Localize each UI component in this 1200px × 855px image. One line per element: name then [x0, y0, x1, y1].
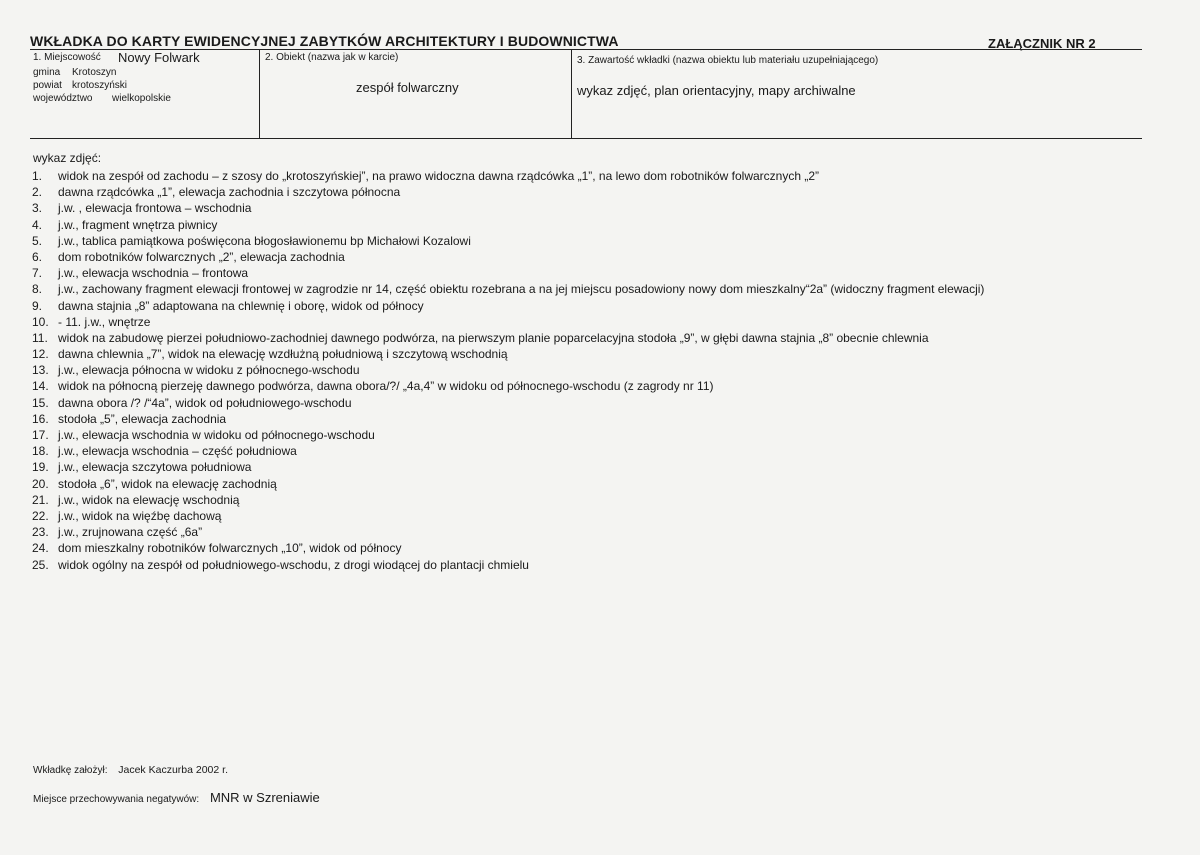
item-number: 16. [32, 411, 49, 426]
item-number: 15. [32, 395, 49, 410]
item-text: j.w., elewacja szczytowa południowa [58, 460, 252, 475]
item-number: 3. [32, 201, 43, 216]
gmina-value: Krotoszyn [72, 67, 117, 78]
item-text: dawna chlewnia „7”, widok na elewację wzdłużną południową i szczytową wschodnią [58, 347, 508, 362]
powiat-label: powiat [33, 80, 62, 91]
item-number: 5. [32, 233, 43, 248]
item-text: stodoła „5”, elewacja zachodnia [58, 411, 227, 426]
item-text: - 11. j.w., wnętrze [58, 314, 151, 329]
item-number: 1. [32, 169, 43, 183]
item-number: 6. [32, 249, 43, 264]
storage-label: Miejsce przechowywania negatywów: [33, 794, 200, 805]
item-number: 20. [32, 476, 49, 491]
item-text: j.w., widok na elewację wschodnią [58, 492, 240, 507]
item-number: 7. [32, 266, 43, 281]
item-text: dawna stajnia „8” adaptowana na chlewnię i oborę, widok od północy [58, 298, 424, 313]
item-number: 21. [32, 492, 49, 507]
item-text: dom mieszkalny robotników folwarcznych „10”, widok od północy [58, 541, 402, 556]
annex-number: ZAŁĄCZNIK NR 2 [988, 36, 1096, 51]
item-number: 18. [32, 444, 49, 459]
form-title: WKŁADKA DO KARTY EWIDENCYJNEJ ZABYTKÓW ARCHITEKTURY I BUDOWNICTWA [30, 33, 619, 49]
item-text: j.w., elewacja wschodnia – frontowa [58, 266, 249, 281]
item-text: widok na zabudowę pierzei południowo-zachodniej dawnego podwórza, na pierwszym planie poparcelacyjna stodoła „9”, w głębi dawna stajnia „8” obecnie chlewnia [58, 330, 929, 345]
item-text: j.w., zachowany fragment elewacji frontowej w zagrodzie nr 14, część obiektu rozebrana a na jej miejscu posadowiony nowy dom mieszkalny“2a” (widoczny fragment elewacji) [58, 282, 985, 297]
item-number: 13. [32, 363, 49, 378]
column-divider-1 [259, 49, 260, 138]
item-text: dom robotników folwarcznych „2”, elewacja zachodnia [58, 249, 345, 264]
contents-label: 3. Zawartość wkładki (nazwa obiektu lub materiału uzupełniającego) [577, 55, 879, 66]
powiat-value: krotoszyński [72, 80, 128, 91]
location-label: 1. Miejscowość [33, 52, 101, 63]
photo-list-heading: wykaz zdjęć: [33, 151, 102, 165]
item-number: 2. [32, 185, 43, 200]
author-label: Wkładkę założył: [33, 765, 108, 776]
town-value: Nowy Folwark [118, 50, 200, 65]
item-text: j.w., tablica pamiątkowa poświęcona błogosławionemu bp Michałowi Kozalowi [58, 233, 471, 248]
voivodeship-label: województwo [33, 93, 93, 104]
item-text: dawna obora /? /“4a”, widok od południowego-wschodu [58, 395, 352, 410]
item-text: j.w., widok na więźbę dachową [58, 508, 222, 523]
item-text: j.w. , elewacja frontowa – wschodnia [58, 201, 252, 216]
object-value: zespół folwarczny [356, 80, 459, 95]
item-number: 19. [32, 460, 49, 475]
item-number: 12. [32, 347, 49, 362]
item-number: 8. [32, 282, 43, 297]
item-text: dawna rządcówka „1”, elewacja zachodnia i szczytowa północna [58, 185, 401, 200]
item-number: 9. [32, 298, 43, 313]
item-text: widok na zespół od zachodu – z szosy do „krotoszyńskiej”, na prawo widoczna dawna rządcówka „1”, na lewo dom robotników folwarcznych „2” [58, 169, 820, 183]
item-text: widok na północną pierzeję dawnego podwórza, dawna obora/?/ „4a,4” w widoku od północnego-wschodu (z zagrody nr 11) [58, 379, 714, 394]
item-number: 25. [32, 557, 49, 572]
item-text: stodoła „6”, widok na elewację zachodnią [58, 476, 277, 491]
item-number: 17. [32, 428, 49, 442]
item-text: widok ogólny na zespół od południowego-wschodu, z drogi wiodącej do plantacji chmielu [58, 557, 529, 572]
author-line [33, 764, 228, 776]
item-number: 22. [32, 508, 49, 523]
storage-line [33, 790, 320, 805]
object-label: 2. Obiekt (nazwa jak w karcie) [265, 52, 399, 63]
table-bottom-rule [30, 138, 1142, 139]
item-text: j.w., elewacja wschodnia – część południowa [58, 444, 297, 459]
voivodeship-value: wielkopolskie [112, 93, 171, 104]
item-number: 23. [32, 525, 49, 540]
item-text: j.w., elewacja północna w widoku z północnego-wschodu [58, 363, 360, 378]
item-number: 4. [32, 217, 43, 232]
contents-value: wykaz zdjęć, plan orientacyjny, mapy archiwalne [577, 83, 856, 98]
author-value: Jacek Kaczurba 2002 r. [118, 764, 228, 776]
storage-value: MNR w Szreniawie [209, 790, 320, 805]
gmina-label: gmina [33, 67, 61, 78]
item-text: j.w., elewacja wschodnia w widoku od północnego-wschodu [58, 428, 375, 442]
item-number: 14. [32, 379, 49, 394]
item-number: 10. [32, 314, 49, 329]
item-number: 11. [32, 330, 48, 345]
item-number: 24. [32, 541, 49, 556]
column-divider-2 [571, 49, 572, 138]
item-text: j.w., fragment wnętrza piwnicy [58, 217, 218, 232]
item-text: j.w., zrujnowana część „6a” [58, 525, 203, 540]
